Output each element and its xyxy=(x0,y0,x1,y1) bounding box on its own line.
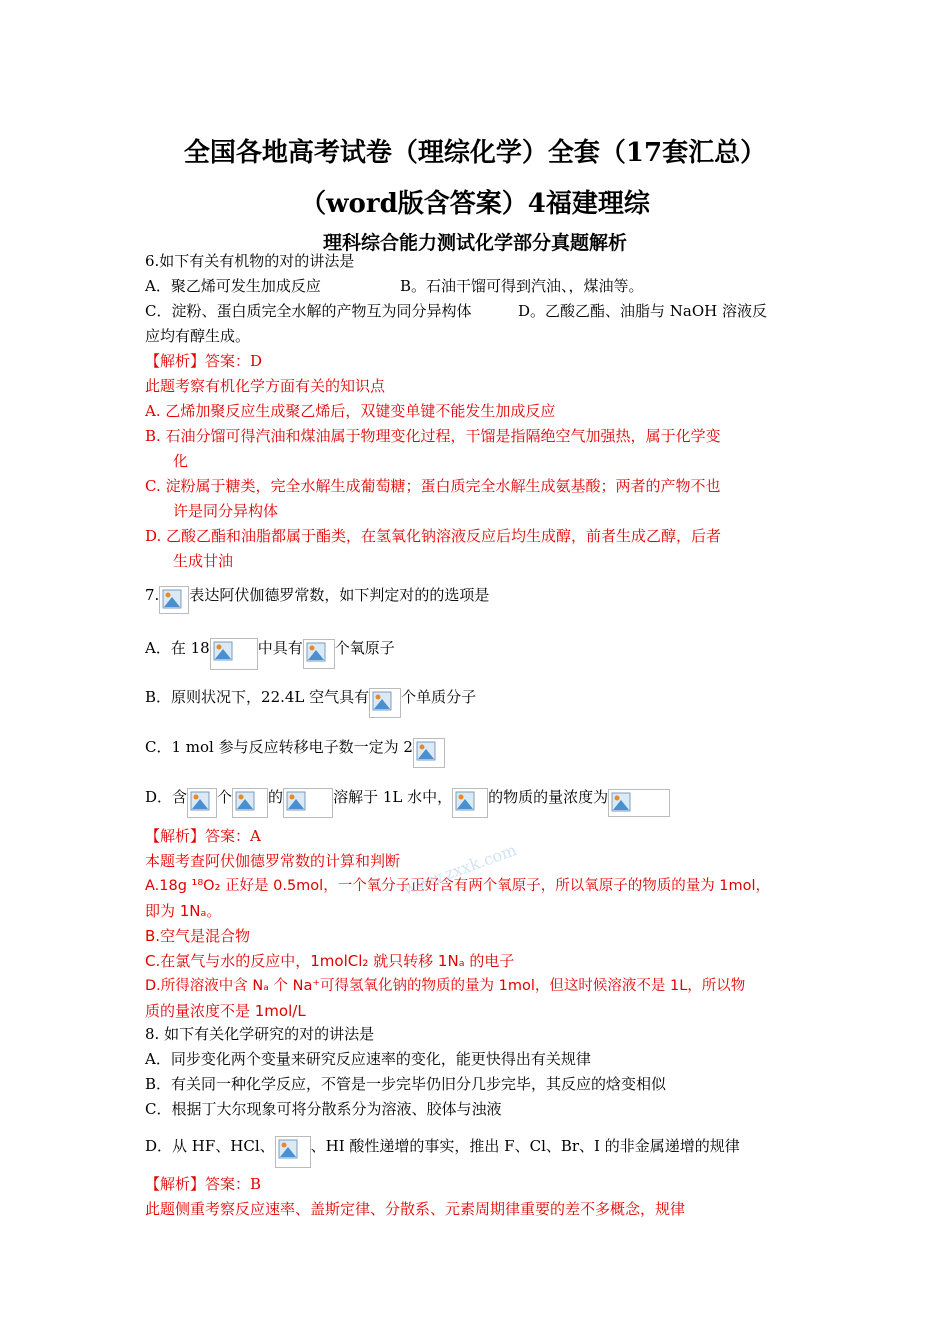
formula-image-icon xyxy=(452,788,488,818)
q7-a-text-3: 个氧原子 xyxy=(334,639,395,657)
q7-stem-text: 表达阿伏伽德罗常数，如下判定对的的选项是 xyxy=(189,586,490,604)
q6-exp-c-cont: 许是同分异构体 xyxy=(173,502,279,520)
q7-option-b xyxy=(145,678,476,718)
formula-image-icon xyxy=(369,688,401,718)
q6-exp-d-cont: 生成甘油 xyxy=(173,552,234,570)
q8-answer: 【解析】答案：B xyxy=(145,1175,262,1193)
formula-image-icon xyxy=(413,738,445,768)
q7-stem xyxy=(145,578,489,614)
formula-image-icon xyxy=(232,788,268,818)
q7-option-c xyxy=(145,728,445,768)
q6-exp-c: C. 淀粉属于糖类，完全水解生成葡萄糖；蛋白质完全水解生成氨基酸；两者的产物不也 xyxy=(145,477,721,495)
q7-topic: 本题考查阿伏伽德罗常数的计算和判断 xyxy=(145,852,401,870)
q8-d-text-1: D．从 HF、HCl、 xyxy=(145,1137,275,1155)
q7-answer: 【解析】答案：A xyxy=(145,827,261,845)
q8-option-c: C．根据丁大尔现象可将分散系分为溶液、胶体与浊液 xyxy=(145,1100,502,1118)
q7-exp-a-cont: 即为 1Nₐ。 xyxy=(145,902,222,920)
watermark: www.zxxk.com xyxy=(400,840,519,899)
q7-option-d xyxy=(145,778,670,818)
subtitle: 理科综合能力测试化学部分真题解析 xyxy=(322,232,627,254)
q7-option-a xyxy=(145,628,395,670)
formula-image-icon xyxy=(275,1136,311,1168)
q8-stem: 8. 如下有关化学研究的对的讲法是 xyxy=(145,1025,375,1043)
q7-d-text-2: 个 xyxy=(217,788,233,806)
q7-exp-d: D.所得溶液中含 Nₐ 个 Na⁺可得氢氧化钠的物质的量为 1mol，但这时候溶液不是 1L，所以物 xyxy=(145,978,746,994)
q7-exp-a: A.18g ¹⁸O₂ 正好是 0.5mol，一个氧分子正好含有两个氧原子，所以氧原子的物质的量为 1mol， xyxy=(145,878,771,894)
q7-a-text-2: 中具有 xyxy=(257,639,303,657)
formula-image-icon xyxy=(283,788,333,818)
q7-d-text-3: 的 xyxy=(268,788,284,806)
q6-stem: 6.如下有关有机物的对的讲法是 xyxy=(145,252,355,270)
formula-image-icon xyxy=(303,639,335,669)
q6-exp-d: D. 乙酸乙酯和油脂都属于酯类，在氢氧化钠溶液反应后均生成醇，前者生成乙醇，后者 xyxy=(145,527,722,545)
q6-exp-b: B. 石油分馏可得汽油和煤油属于物理变化过程，干馏是指隔绝空气加强热，属于化学变 xyxy=(145,427,721,445)
q6-exp-a: A. 乙烯加聚反应生成聚乙烯后，双键变单键不能发生加成反应 xyxy=(145,402,556,420)
q8-option-d xyxy=(145,1126,740,1168)
formula-image-icon xyxy=(210,638,258,670)
q7-d-text-4: 溶解于 1L 水中， xyxy=(333,788,453,806)
q7-exp-b: B.空气是混合物 xyxy=(145,927,251,945)
q8-topic: 此题侧重考察反应速率、盖斯定律、分散系、元素周期律重要的差不多概念，规律 xyxy=(145,1200,686,1218)
q6-answer: 【解析】答案：D xyxy=(145,352,263,370)
formula-image-icon xyxy=(187,788,217,818)
q7-d-text-5: 的物质的量浓度为 xyxy=(488,788,609,806)
q8-option-a: A．同步变化两个变量来研究反应速率的变化，能更快得出有关规律 xyxy=(145,1050,591,1068)
q6-option-b: B。石油干馏可得到汽油、，煤油等。 xyxy=(400,277,644,295)
q6-topic: 此题考察有机化学方面有关的知识点 xyxy=(145,377,386,395)
q6-option-d: D。乙酸乙酯、油脂与 NaOH 溶液反 xyxy=(518,302,768,320)
q6-option-a: A．聚乙烯可发生加成反应 xyxy=(145,277,321,295)
q8-d-text-2: 、HI 酸性递增的事实，推出 F、Cl、Br、I 的非金属递增的规律 xyxy=(310,1137,740,1155)
q7-a-text-1: A．在 18 xyxy=(145,639,210,657)
title-line-1: 全国各地高考试卷（理综化学）全套（17套汇总） xyxy=(183,138,767,168)
q6-option-c: C．淀粉、蛋白质完全水解的产物互为同分异构体 xyxy=(145,302,472,320)
formula-image-icon xyxy=(608,789,670,817)
q7-c-text-1: C．1 mol 参与反应转移电子数一定为 2 xyxy=(145,738,413,756)
q7-b-text-2: 个单质分子 xyxy=(401,688,477,706)
q7-exp-c: C.在氯气与水的反应中，1molCl₂ 就只转移 1Nₐ 的电子 xyxy=(145,952,515,970)
broken-image-icon xyxy=(159,586,189,614)
q6-exp-b-cont: 化 xyxy=(173,452,189,470)
q7-b-text-1: B．原则状况下，22.4L 空气具有 xyxy=(145,688,370,706)
q8-option-b: B．有关同一种化学反应，不管是一步完毕仍旧分几步完毕，其反应的焓变相似 xyxy=(145,1075,667,1093)
q6-option-d-cont: 应均有醇生成。 xyxy=(145,327,251,345)
q7-exp-d-cont: 质的量浓度不是 1mol/L xyxy=(145,1002,306,1020)
q7-d-text-1: D．含 xyxy=(145,788,188,806)
q7-number: 7. xyxy=(145,586,160,604)
title-line-2: （word版含答案）4福建理综 xyxy=(300,189,650,219)
